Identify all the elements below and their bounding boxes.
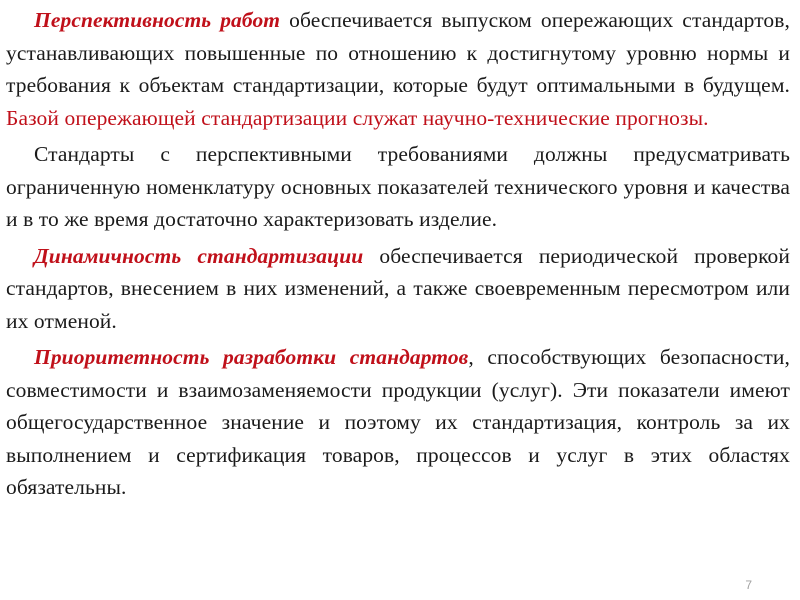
paragraph-perspectivity-accent: Базой опережающей стандартизации служат научно-технические прогнозы. [6, 105, 709, 130]
paragraph-perspectivity [6, 4, 790, 134]
paragraph-standards-requirements-text: Стандарты с перспективными требованиями должны предусматривать ограниченную номенклатуру основных показателей технического уровня и качества и в то же время достаточно характеризовать изделие. [6, 142, 790, 231]
page-number: 7 [745, 578, 752, 592]
term-dynamism: Динамичность стандартизации [34, 243, 364, 268]
paragraph-dynamism [6, 240, 790, 338]
term-perspectivity: Перспективность работ [34, 8, 281, 32]
paragraph-standards-requirements [6, 138, 790, 236]
paragraph-perspectivity-text: обеспечивается выпуском опережающих стандартов, устанавливающих повышенные по отношению к достигнутому уровню нормы и требования к объектам стандартизации, которые будут оптимальными в будущем. [6, 8, 790, 97]
paragraph-priority-text: , способствующих безопасности, совместимости и взаимозаменяемости продукции (услуг). Эти показатели имеют общегосударственное значение и поэтому их стандартизация, контроль за их выполнением и сертификация товаров, процессов и услуг в этих областях обязательны. [6, 345, 790, 499]
paragraph-priority [6, 341, 790, 504]
paragraph-dynamism-text: обеспечивается периодической проверкой стандартов, внесением в них изменений, а также своевременным пересмотром или их отменой. [6, 243, 790, 333]
term-priority: Приоритетность разработки стандартов [34, 345, 469, 369]
